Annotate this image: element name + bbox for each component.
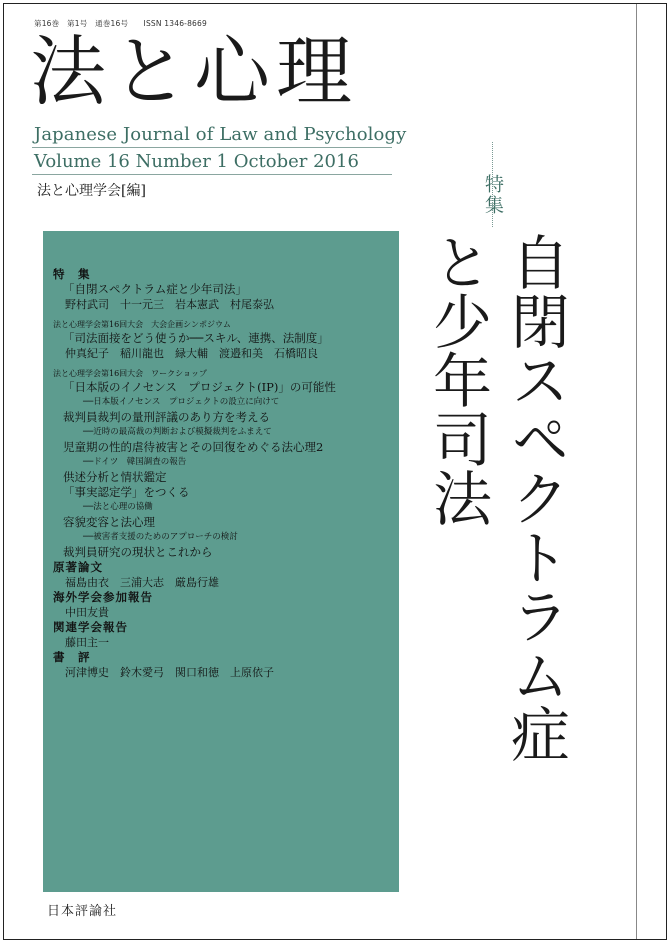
toc-article-line: 裁判員裁判の量刑評議のあり方を考える <box>63 410 270 424</box>
issue-info: 第16巻 第1号 通巻16号 ISSN 1346-8669 <box>34 19 207 28</box>
toc-subline-line: ──法と心理の協働 <box>83 502 153 512</box>
toc-authors-line: 河津博史 鈴木愛弓 関口和徳 上原依子 <box>65 666 274 679</box>
toc-authors-line: 中田友貴 <box>65 606 109 619</box>
toc-subline-line: ──近時の最高裁の判断および模擬裁判をふまえて <box>83 427 272 437</box>
journal-title-english: Japanese Journal of Law and Psychology <box>34 124 407 145</box>
toc-article-line: 「自閉スペクトラム症と少年司法」 <box>63 282 247 296</box>
right-margin-rule <box>636 4 637 940</box>
journal-title-japanese: 法と心理 <box>30 27 358 116</box>
publisher-name: 日本評論社 <box>47 904 118 919</box>
volume-divider <box>32 174 392 175</box>
toc-authors-line: 野村武司 十一元三 岩本憲武 村尾泰弘 <box>65 298 274 311</box>
toc-subline-line: ──ドイツ 韓国調査の報告 <box>83 457 187 467</box>
toc-sect-line: 特 集 <box>53 267 91 281</box>
journal-cover <box>3 3 667 940</box>
toc-sect-line: 関連学会報告 <box>53 620 128 634</box>
toc-article-line: 児童期の性的虐待被害とその回復をめぐる法心理2 <box>63 440 324 454</box>
toc-authors-line: 藤田主一 <box>65 636 109 649</box>
toc-authors-line: 福島由衣 三浦大志 厳島行雄 <box>65 576 219 589</box>
toc-article-line: 「事実認定学」をつくる <box>63 485 190 499</box>
toc-subline-line: ──被害者支援のためのアプローチの検討 <box>83 532 238 542</box>
toc-sect-line: 原著論文 <box>53 560 103 574</box>
editor-line: 法と心理学会[編] <box>37 183 146 199</box>
feature-title: 自閉スペクトラム症と少年司法 <box>423 232 570 763</box>
feature-label: 特集 <box>482 174 504 216</box>
toc-article-line: 裁判員研究の現状とこれから <box>63 545 213 559</box>
toc-small-line: 法と心理学会第16回大会 大会企画シンポジウム <box>53 320 231 329</box>
toc-article-line: 「日本版のイノセンス プロジェクト(IP)」の可能性 <box>63 380 336 394</box>
toc-article-line: 容貌変容と法心理 <box>63 515 155 529</box>
toc-subline-line: ──日本版イノセンス プロジェクトの設立に向けて <box>83 397 280 407</box>
toc-small-line: 法と心理学会第16回大会 ワークショップ <box>53 369 208 378</box>
toc-authors-line: 仲真紀子 稲川龍也 緑大輔 渡邉和美 石橋昭良 <box>65 347 318 360</box>
toc-article-line: 「司法面接をどう使うか──スキル、連携、法制度」 <box>63 331 329 345</box>
toc-sect-line: 海外学会参加報告 <box>53 590 153 604</box>
toc-sect-line: 書 評 <box>53 650 91 664</box>
volume-line: Volume 16 Number 1 October 2016 <box>34 151 359 172</box>
table-of-contents-panel <box>43 231 399 892</box>
toc-article-line: 供述分析と情状鑑定 <box>63 470 167 484</box>
title-divider <box>32 147 392 148</box>
